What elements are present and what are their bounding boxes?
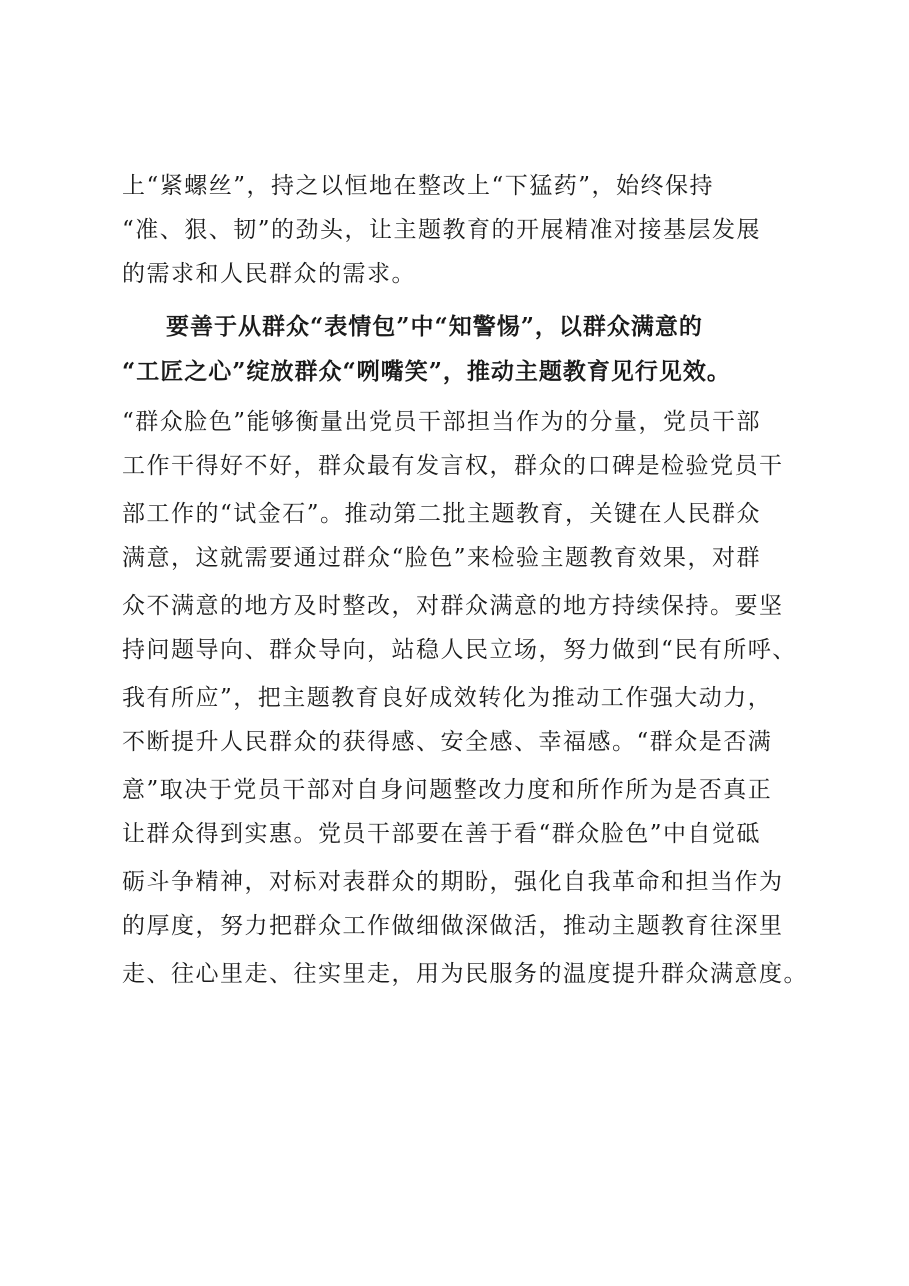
paragraph-2-body-line-7: 我有所应”，把主题教育良好成效转化为推动工作强大动力，	[122, 685, 773, 711]
paragraph-2-body-line-11: 砺斗争精神，对标对表群众的期盼，强化自我革命和担当作为	[122, 869, 784, 895]
paragraph-2-heading-line-2: “工匠之心”绽放群众“咧嘴笑”，推动主题教育见行见效。	[122, 358, 731, 385]
paragraph-2-body-line-6: 持问题导向、群众导向，站稳人民立场，努力做到“民有所呼、	[122, 637, 797, 663]
paragraph-2-body-line-5: 众不满意的地方及时整改，对群众满意的地方持续保持。要坚	[122, 593, 784, 619]
paragraph-1-line-2: “准、狠、韧”的劲头，让主题教育的开展精准对接基层发展	[122, 217, 762, 243]
paragraph-2-body-line-1: “群众脸色”能够衡量出党员干部担当作为的分量，党员干部	[122, 409, 762, 435]
paragraph-2-body-line-8: 不断提升人民群众的获得感、安全感、幸福感。“群众是否满	[122, 729, 773, 755]
paragraph-2-body-line-4: 满意，这就需要通过群众“脸色”来检验主题教育效果，对群	[122, 545, 762, 571]
paragraph-1-line-1: 上“紧螺丝”，持之以恒地在整改上“下猛药”，始终保持	[122, 173, 715, 199]
paragraph-1-line-3: 的需求和人民群众的需求。	[122, 261, 416, 287]
paragraph-2-body-line-9: 意”取决于党员干部对自身问题整改力度和所作所为是否真正	[122, 777, 773, 803]
paragraph-2-body-line-10: 让群众得到实惠。党员干部要在善于看“群众脸色”中自觉砥	[122, 821, 762, 847]
paragraph-2-body-line-12: 的厚度，努力把群众工作做细做深做活，推动主题教育往深里	[122, 913, 784, 939]
paragraph-2-body-line-3: 部工作的“试金石”。推动第二批主题教育，关键在人民群众	[122, 501, 762, 527]
paragraph-2-body-line-2: 工作干得好不好，群众最有发言权，群众的口碑是检验党员干	[122, 453, 784, 479]
paragraph-2-heading-line-1: 要善于从群众“表情包”中“知警惕”，以群众满意的	[166, 313, 703, 340]
paragraph-2-body-line-13: 走、往心里走、往实里走，用为民服务的温度提升群众满意度。	[122, 961, 808, 987]
